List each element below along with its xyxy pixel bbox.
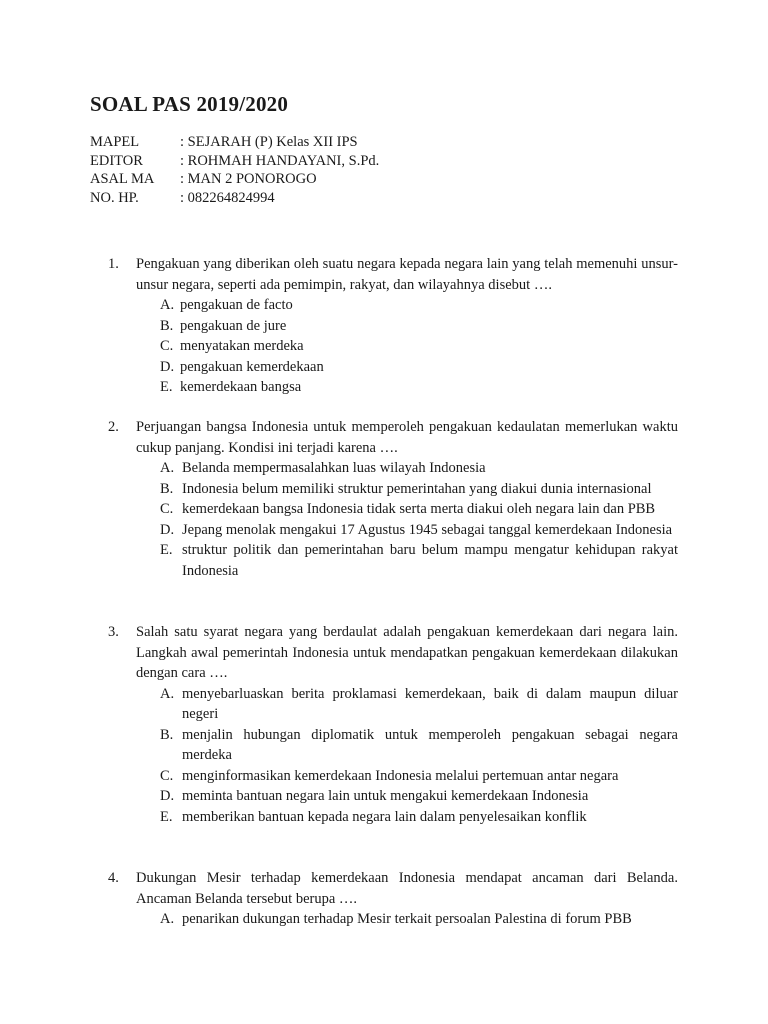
option-letter: D. (160, 358, 175, 375)
question-stem (108, 868, 678, 909)
option-text: pengakuan de facto (180, 297, 293, 313)
option-letter: A. (160, 685, 175, 702)
option-text: menginformasikan kemerdekaan Indonesia melalui pertemuan antar negara (182, 767, 619, 784)
option-list (160, 295, 678, 398)
option-c (160, 766, 678, 787)
option-d (160, 357, 678, 378)
option-c (160, 336, 678, 357)
option-e (160, 540, 678, 581)
question-number: 2. (108, 419, 119, 435)
option-c (160, 499, 678, 520)
option-list (160, 684, 678, 828)
question-text: Salah satu syarat negara yang berdaulat adalah pengakuan kemerdekaan dari negara lain. Langkah awal pemerintah Indonesia untuk mendapatkan pengakuan kemerdekaan dilakukan dengan cara …. (136, 624, 678, 681)
meta-label: ASAL MA (90, 171, 155, 187)
option-letter: A. (160, 911, 175, 927)
meta-label: MAPEL (90, 134, 140, 150)
option-text: pengakuan de jure (180, 317, 287, 334)
question-3 (108, 622, 678, 827)
option-e (160, 807, 678, 828)
option-a (160, 684, 678, 725)
option-text: menjalin hubungan diplomatik untuk memperoleh pengakuan sebagai negara merdeka (182, 726, 678, 763)
option-d (160, 786, 678, 807)
meta-row-no-hp (90, 189, 379, 208)
option-letter: C. (160, 501, 174, 517)
option-letter: D. (160, 788, 175, 804)
option-a (160, 909, 678, 930)
meta-value: : 082264824994 (180, 189, 275, 206)
option-letter: B. (160, 317, 174, 334)
option-list (160, 458, 678, 581)
option-text: penarikan dukungan terhadap Mesir terkait persoalan Palestina di forum PBB (182, 911, 632, 927)
question-text: Perjuangan bangsa Indonesia untuk memperoleh pengakuan kedaulatan memerlukan waktu cukup panjang. Kondisi ini terjadi karena …. (136, 419, 678, 456)
meta-value: : ROHMAH HANDAYANI, S.Pd. (180, 152, 380, 169)
option-text: struktur politik dan pemerintahan baru belum mampu mengatur kehidupan rakyat Indonesia (182, 542, 678, 579)
option-text: kemerdekaan bangsa (180, 379, 302, 395)
option-letter: C. (160, 338, 174, 354)
meta-row-mapel (90, 133, 379, 152)
option-e (160, 377, 678, 398)
option-letter: D. (160, 521, 175, 538)
option-a (160, 458, 678, 479)
question-stem (108, 254, 678, 295)
option-text: menyebarluaskan berita proklamasi kemerdekaan, baik di dalam maupun diluar negeri (182, 685, 678, 722)
question-text: Pengakuan yang diberikan oleh suatu negara kepada negara lain yang telah memenuhi unsur-unsur negara, seperti ada pemimpin, rakyat, dan wilayahnya disebut …. (136, 256, 678, 293)
option-letter: B. (160, 480, 174, 497)
option-text: pengakuan kemerdekaan (180, 358, 324, 375)
option-letter: B. (160, 726, 174, 743)
option-list (160, 909, 678, 930)
meta-row-asal-ma (90, 170, 379, 189)
option-letter: A. (160, 460, 175, 476)
option-text: kemerdekaan bangsa Indonesia tidak serta merta diakui oleh negara lain dan PBB (182, 501, 656, 517)
option-text: memberikan bantuan kepada negara lain dalam penyelesaikan konflik (182, 808, 587, 825)
option-letter: E. (160, 379, 173, 395)
question-stem (108, 417, 678, 458)
option-text: menyatakan merdeka (180, 338, 304, 354)
option-d (160, 520, 678, 541)
question-number: 1. (108, 256, 119, 272)
option-b (160, 316, 678, 337)
document-title: SOAL PAS 2019/2020 (90, 92, 289, 116)
question-number: 3. (108, 624, 119, 640)
question-text: Dukungan Mesir terhadap kemerdekaan Indonesia mendapat ancaman dari Belanda. Ancaman Belanda tersebut berupa …. (136, 870, 678, 907)
meta-row-editor (90, 152, 379, 171)
option-b (160, 725, 678, 766)
option-b (160, 479, 678, 500)
meta-block (90, 133, 379, 207)
option-text: Jepang menolak mengakui 17 Agustus 1945 sebagai tanggal kemerdekaan Indonesia (182, 521, 673, 538)
option-letter: C. (160, 767, 174, 784)
question-number: 4. (108, 870, 119, 886)
option-text: Indonesia belum memiliki struktur pemerintahan yang diakui dunia internasional (182, 480, 652, 497)
question-1 (108, 254, 678, 398)
option-text: Belanda mempermasalahkan luas wilayah Indonesia (182, 460, 486, 476)
option-text: meminta bantuan negara lain untuk mengakui kemerdekaan Indonesia (182, 788, 589, 804)
option-letter: E. (160, 542, 173, 558)
option-letter: E. (160, 808, 173, 825)
option-letter: A. (160, 297, 175, 313)
question-4 (108, 868, 678, 930)
meta-label: NO. HP. (90, 189, 139, 206)
meta-value: : SEJARAH (P) Kelas XII IPS (180, 134, 358, 150)
question-2 (108, 417, 678, 581)
option-a (160, 295, 678, 316)
question-stem (108, 622, 678, 684)
meta-label: EDITOR (90, 152, 143, 169)
meta-value: : MAN 2 PONOROGO (180, 171, 317, 187)
